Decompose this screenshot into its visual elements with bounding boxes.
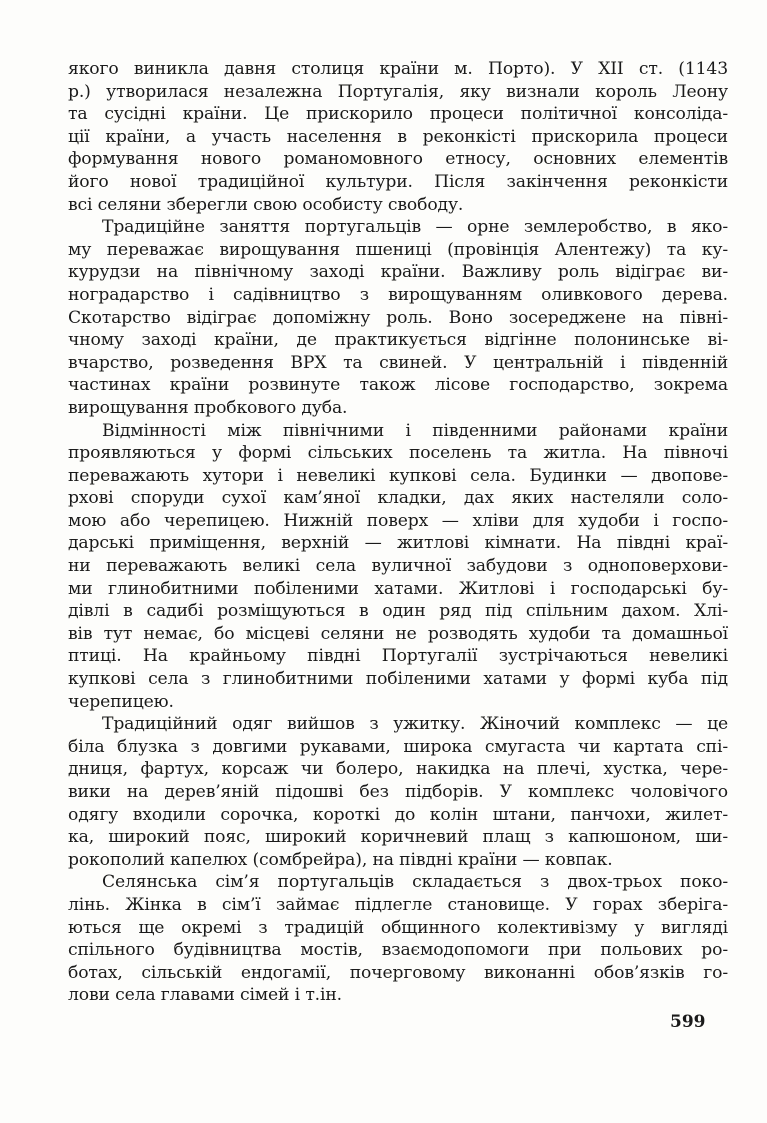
text-line: ни переважають великі села вуличної забудови з одноповерхови- xyxy=(68,556,728,577)
body-text xyxy=(68,58,728,1007)
text-line: ції країни, а участь населення в реконкісті прискорила процеси xyxy=(68,126,728,147)
text-line: птиці. На крайньому півдні Португалії зустрічаються невеликі xyxy=(68,646,728,667)
paragraph-5 xyxy=(68,871,728,1007)
text-line: ми глинобитними побіленими хатами. Житлові і господарські бу- xyxy=(68,578,728,599)
text-line: ботах, сільській ендогамії, почерговому виконанні обов’язків го- xyxy=(68,962,728,983)
text-line: Традиційний одяг вийшов з ужитку. Жіночий комплекс — це xyxy=(102,714,728,735)
text-line: дарські приміщення, верхній — житлові кімнати. На півдні краї- xyxy=(68,533,728,554)
text-line: рхові споруди сухої кам’яної кладки, дах яких настеляли соло- xyxy=(68,488,728,509)
text-line: мою або черепицею. Нижній поверх — хліви для худоби і госпо- xyxy=(68,510,728,531)
text-line: ноградарство і садівництво з вирощуванням оливкового дерева. xyxy=(68,284,728,305)
page-number: 599 xyxy=(670,1012,706,1032)
text-line: вів тут немає, бо місцеві селяни не розводять худоби та домашньої xyxy=(68,623,728,644)
text-line: вирощування пробкового дуба. xyxy=(68,397,348,418)
text-line: Скотарство відіграє допоміжну роль. Воно зосереджене на півні- xyxy=(68,307,728,328)
text-line: лови села главами сімей і т.ін. xyxy=(68,985,342,1006)
text-line: проявляються у формі сільських поселень та житла. На півночі xyxy=(68,443,728,464)
text-line: формування нового романомовного етносу, основних елементів xyxy=(68,149,728,170)
text-line: рокополий капелюх (сомбрейра), на півдні країни — ковпак. xyxy=(68,849,613,870)
text-line: черепицею. xyxy=(68,691,174,712)
text-line: Традиційне заняття португальців — орне землеробство, в яко- xyxy=(102,217,728,238)
text-line: чному заході країни, де практикується відгінне полонинське ві- xyxy=(68,330,728,351)
text-line: курудзи на північному заході країни. Важливу роль відіграє ви- xyxy=(68,262,728,283)
paragraph-2 xyxy=(68,216,728,419)
text-line: частинах країни розвинуте також лісове господарство, зокрема xyxy=(68,375,728,396)
text-line: якого виникла давня столиця країни м. Порто). У XII ст. (1143 xyxy=(68,59,728,79)
text-line: вики на дерев’яній підошві без підборів. У комплекс чоловічого xyxy=(68,782,728,802)
text-line: його нової традиційної культури. Після закінчення реконкісти xyxy=(68,171,728,192)
text-line: ються ще окремі з традицій общинного колективізму у вигляді xyxy=(68,917,728,938)
text-line: р.) утворилася незалежна Португалія, яку визнали король Леону xyxy=(68,81,728,102)
paragraph-3 xyxy=(68,420,728,714)
text-line: спільного будівництва мостів, взаємодопомоги при польових ро- xyxy=(68,940,728,961)
text-line: дниця, фартух, корсаж чи болеро, накидка на плечі, хустка, чере- xyxy=(68,759,728,780)
paragraph-4 xyxy=(68,713,728,871)
text-line: переважають хутори і невеликі купкові села. Будинки — двопове- xyxy=(68,465,728,486)
text-line: дівлі в садибі розміщуються в один ряд під спільним дахом. Хлі- xyxy=(68,601,728,622)
text-line: вчарство, розведення ВРХ та свиней. У центральній і південній xyxy=(68,352,728,373)
text-line: біла блузка з довгими рукавами, широка смугаста чи картата спі- xyxy=(68,736,728,757)
text-line: Селянська сім’я португальців складається з двох-трьох поко- xyxy=(102,872,728,893)
text-line: лінь. Жінка в сім’ї займає підлегле становище. У горах зберіга- xyxy=(68,894,728,915)
text-line: всі селяни зберегли свою особисту свободу. xyxy=(68,194,464,215)
text-line: Відмінності між північними і південними районами країни xyxy=(102,420,728,441)
text-line: му переважає вирощування пшениці (провінція Алентежу) та ку- xyxy=(68,239,728,260)
text-line: ка, широкий пояс, широкий коричневий плащ з капюшоном, ши- xyxy=(68,827,728,848)
text-line: одягу входили сорочка, короткі до колін штани, панчохи, жилет- xyxy=(68,804,728,825)
text-line: купкові села з глинобитними побіленими хатами у формі куба під xyxy=(68,669,728,690)
paragraph-1 xyxy=(68,58,728,216)
text-line: та сусідні країни. Це прискорило процеси політичної консолідa- xyxy=(68,104,728,125)
